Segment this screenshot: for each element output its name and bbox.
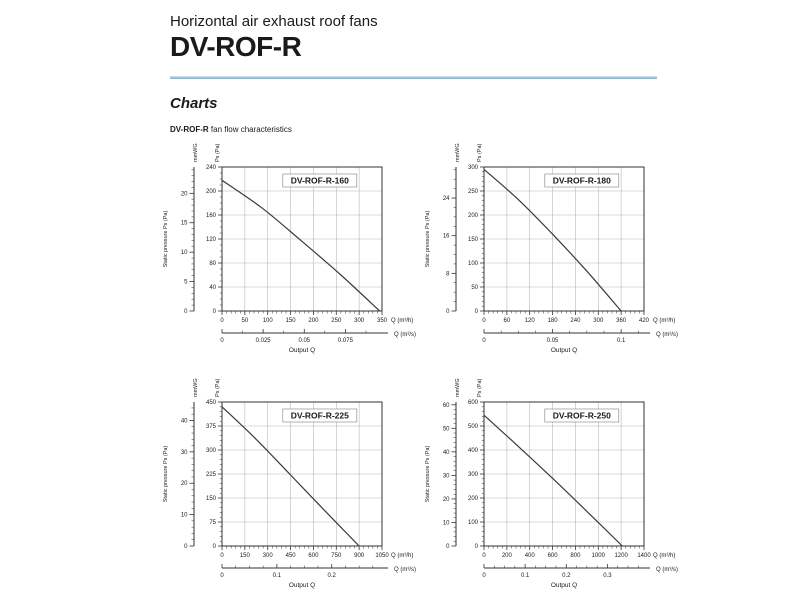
tick-label: 250 (331, 318, 342, 324)
x-axis-secondary (482, 564, 650, 579)
tick-label: 120 (205, 237, 216, 243)
tick-label: 300 (262, 553, 273, 559)
tick-label: 200 (501, 553, 512, 559)
tick-label: 5 (184, 279, 188, 286)
tick-label: 0 (220, 573, 224, 579)
product-subtitle: Horizontal air exhaust roof fans (170, 13, 378, 30)
tick-label: 350 (376, 318, 388, 324)
tick-label: 80 (209, 261, 216, 267)
pa-unit-label: Ps (Pa) (215, 143, 221, 162)
chart-title: DV-ROF-R-160 (290, 175, 349, 186)
tick-label: 0 (184, 544, 188, 550)
mmwg-unit-label: mmWG (455, 143, 461, 162)
pa-unit-label: Ps (Pa) (215, 378, 221, 397)
tick-label: 0.1 (616, 338, 626, 344)
tick-label: 240 (205, 165, 216, 171)
x-axis-title: Output Q (288, 347, 316, 354)
tick-label: 30 (180, 449, 188, 456)
tick-label: 0 (482, 573, 486, 579)
tick-label: 0 (474, 544, 478, 550)
tick-label: 800 (570, 553, 581, 559)
tick-label: 0 (184, 309, 188, 315)
tick-label: 50 (471, 285, 478, 291)
y-axis-mmwg (181, 167, 194, 315)
tick-label: 0 (212, 309, 216, 315)
x-axis-primary (220, 546, 389, 559)
tick-label: 24 (442, 196, 450, 203)
tick-label: 0.1 (520, 573, 530, 579)
tick-label: 1050 (375, 553, 389, 559)
tick-label: 160 (205, 213, 216, 219)
tick-label: 40 (180, 418, 188, 425)
tick-label: 150 (205, 496, 216, 502)
tick-label: 600 (308, 553, 319, 559)
tick-label: 8 (446, 271, 450, 278)
x-axis-secondary (220, 329, 388, 344)
tick-label: 0.05 (298, 338, 311, 344)
tick-label: 300 (354, 318, 365, 324)
tick-label: 75 (209, 520, 216, 526)
x-axis-primary (482, 546, 651, 559)
tick-label: 100 (467, 261, 478, 267)
tick-label: 40 (209, 285, 216, 291)
tick-label: 0 (220, 553, 224, 559)
x-unit-label: Q (m³/h) (391, 553, 414, 559)
tick-label: 60 (442, 402, 450, 409)
sec-x-unit-label: Q (m³/s) (656, 567, 678, 573)
y-axis-mmwg (181, 402, 194, 550)
tick-label: 15 (180, 220, 188, 227)
tick-label: 10 (442, 520, 450, 527)
chart-caption (170, 125, 657, 134)
tick-label: 0 (220, 338, 224, 344)
x-axis-title: Output Q (288, 582, 316, 589)
product-title: DV-ROF-R (170, 31, 302, 62)
tick-label: 150 (467, 237, 478, 243)
y-axis-pa (468, 165, 484, 315)
sec-x-unit-label: Q (m³/s) (394, 332, 416, 338)
chart-caption-text: fan flow characteristics (208, 125, 292, 134)
tick-label: 0 (482, 318, 486, 324)
tick-label: 200 (205, 189, 216, 195)
tick-label: 50 (442, 426, 450, 433)
tick-label: 375 (205, 424, 216, 430)
grid (484, 167, 644, 311)
tick-label: 0 (474, 309, 478, 315)
page-header (170, 13, 657, 134)
fan-curve-chart (158, 143, 420, 363)
tick-label: 450 (285, 553, 296, 559)
tick-label: 30 (442, 473, 450, 480)
tick-label: 600 (547, 553, 558, 559)
y-axis-title: Static pressure Ps (Pa) (425, 210, 431, 268)
x-axis-title: Output Q (550, 347, 578, 354)
tick-label: 0.3 (603, 573, 612, 579)
chart-title: DV-ROF-R-250 (552, 410, 611, 421)
y-axis-title: Static pressure Ps (Pa) (163, 210, 169, 268)
pa-unit-label: Ps (Pa) (477, 378, 483, 397)
grid (484, 402, 644, 546)
tick-label: 500 (467, 424, 478, 430)
y-axis-mmwg (443, 402, 456, 550)
fan-curve-chart (420, 378, 682, 598)
tick-label: 50 (241, 318, 249, 324)
tick-label: 120 (524, 318, 535, 324)
tick-label: 420 (638, 318, 650, 324)
tick-label: 40 (442, 449, 450, 456)
tick-label: 100 (467, 520, 478, 526)
tick-label: 300 (467, 472, 478, 478)
x-axis-primary (482, 311, 649, 324)
y-axis-pa (206, 165, 222, 315)
y-axis-mmwg (443, 167, 456, 315)
tick-label: 100 (262, 318, 273, 324)
tick-label: 200 (467, 496, 478, 502)
tick-label: 0 (212, 544, 216, 550)
chart-caption-model: DV-ROF-R (170, 125, 209, 134)
grid (222, 402, 382, 546)
tick-label: 60 (503, 318, 511, 324)
x-axis-secondary (220, 564, 388, 579)
tick-label: 20 (180, 481, 188, 488)
y-axis-title: Static pressure Ps (Pa) (425, 445, 431, 503)
tick-label: 0.025 (255, 338, 271, 344)
section-heading-charts: Charts (170, 95, 218, 112)
tick-label: 16 (442, 233, 450, 240)
fan-curve (222, 180, 380, 311)
tick-label: 225 (205, 472, 216, 478)
tick-label: 180 (547, 318, 558, 324)
tick-label: 0.2 (562, 573, 571, 579)
tick-label: 0.2 (327, 573, 336, 579)
sec-x-unit-label: Q (m³/s) (394, 567, 416, 573)
x-unit-label: Q (m³/h) (391, 318, 414, 324)
tick-label: 300 (593, 318, 604, 324)
tick-label: 20 (180, 191, 188, 198)
mmwg-unit-label: mmWG (193, 378, 199, 397)
tick-label: 360 (616, 318, 627, 324)
tick-label: 0 (446, 544, 450, 550)
tick-label: 200 (308, 318, 319, 324)
tick-label: 1000 (591, 553, 605, 559)
accent-rule (170, 76, 657, 79)
fan-curve (484, 415, 622, 546)
tick-label: 400 (467, 448, 478, 454)
tick-label: 300 (467, 165, 478, 171)
tick-label: 10 (180, 250, 188, 257)
tick-label: 0 (482, 553, 486, 559)
tick-label: 0 (220, 318, 224, 324)
y-axis-title: Static pressure Ps (Pa) (163, 445, 169, 503)
tick-label: 1200 (614, 553, 628, 559)
pa-unit-label: Ps (Pa) (477, 143, 483, 162)
tick-label: 150 (239, 553, 250, 559)
tick-label: 0.075 (337, 338, 353, 344)
tick-label: 450 (205, 400, 216, 406)
x-axis-title: Output Q (550, 582, 578, 589)
fan-curve-chart (420, 143, 682, 363)
fan-curve-chart (158, 378, 420, 598)
chart-title: DV-ROF-R-225 (290, 410, 349, 421)
y-axis-pa (206, 400, 222, 550)
x-unit-label: Q (m³/h) (653, 553, 676, 559)
tick-label: 400 (524, 553, 535, 559)
tick-label: 0 (446, 309, 450, 315)
tick-label: 10 (180, 512, 188, 519)
grid (222, 167, 382, 311)
tick-label: 0 (482, 338, 486, 344)
tick-label: 300 (205, 448, 216, 454)
sec-x-unit-label: Q (m³/s) (656, 332, 678, 338)
tick-label: 20 (442, 496, 450, 503)
x-axis-secondary (482, 329, 650, 344)
chart-title: DV-ROF-R-180 (552, 175, 611, 186)
tick-label: 0.05 (546, 338, 559, 344)
tick-label: 900 (354, 553, 365, 559)
tick-label: 1400 (637, 553, 651, 559)
tick-label: 240 (570, 318, 581, 324)
y-axis-pa (468, 400, 484, 550)
tick-label: 600 (467, 400, 478, 406)
tick-label: 750 (331, 553, 342, 559)
charts-grid (158, 143, 682, 598)
x-axis-primary (220, 311, 387, 324)
tick-label: 250 (467, 189, 478, 195)
x-unit-label: Q (m³/h) (653, 318, 676, 324)
mmwg-unit-label: mmWG (193, 143, 199, 162)
tick-label: 0.1 (272, 573, 282, 579)
tick-label: 200 (467, 213, 478, 219)
tick-label: 150 (285, 318, 296, 324)
mmwg-unit-label: mmWG (455, 378, 461, 397)
